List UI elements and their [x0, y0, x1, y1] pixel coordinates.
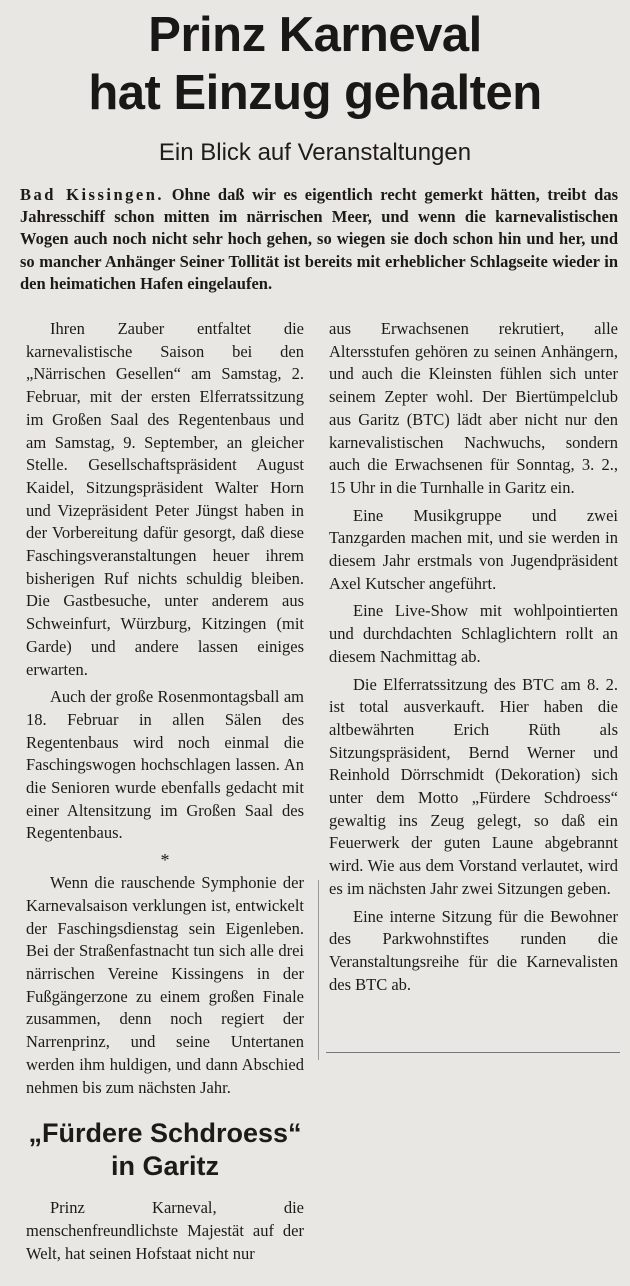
- right-paragraph-1: aus Erwachsenen rekrutiert, alle Altersstufen gehören zu seinen Anhängern, und auch die Kleinsten fühlen sich unter seinem Zepter wohl. Der Biertümpelclub aus Garitz (BTC) lädt aber nicht nur den karnevalistischen Nachwuchs, sondern auch die Erwachsenen für Sonntag, 3. 2., 15 Uhr in die Turnhalle in Garitz ein.: [329, 319, 618, 497]
- right-paragraph-3: Eine Live-Show mit wohlpointierten und durchdachten Schlaglichtern rollt an diesem Nachmittag ab.: [329, 601, 618, 666]
- section-subtitle: [26, 1117, 304, 1183]
- lead-paragraph: [20, 184, 618, 295]
- lead-text: Ohne daß wir es eigentlich recht gemerkt hätten, treibt das Jahresschiff schon mitten im närrischen Meer, und wenn die karnevalistischen Wogen auch noch nicht sehr hoch gehen, so wiegen sie doch schon hin und her, und so mancher Anhänger Seiner Tollität ist bereits mit erheblicher Schlagseite wieder in den heimatichen Hafen eingelaufen.: [20, 185, 618, 293]
- left-paragraph-1: Ihren Zauber entfaltet die karnevalistische Saison bei den „Närrischen Gesellen“ am Samstag, 2. Februar, mit der ersten Elferratssitzung im Großen Saal des Regentenbaus und am Samstag, 9. September, an gleicher Stelle. Gesellschaftspräsident August Kaidel, Sitzungspräsident Walter Horn und Vizepräsident Peter Jüngst haben in der Vorbereitung dafür gesorgt, daß diese Faschingsveranstaltungen heuer ihrem bisherigen Ruf nichts schuldig bleiben. Die Gastbesuche, unter anderem aus Schweinfurt, Würzburg, Kitzingen (mit Garde) und andere lassen einiges erwarten.: [26, 319, 304, 679]
- left-column: [26, 318, 304, 1270]
- column-end-rule: [326, 1052, 620, 1053]
- subtitle-line-1: „Fürdere Schdroess“: [28, 1118, 302, 1149]
- headline-line-2: hat Einzug gehalten: [88, 66, 542, 120]
- right-paragraph-4: Die Elferratssitzung des BTC am 8. 2. ist total ausverkauft. Hier haben die altbewährten Erich Rüth als Sitzungspräsident, Bernd Werner und Reinhold Dörrschmidt (Dekoration) sich unter dem Motto „Fürdere Schdroess“ gewaltig ins Zeug gelegt, so daß ein Feuerwerk der guten Laune abgebrannt wird. Wie aus dem Vorstand verlautet, wird es im nächsten Jahr zwei Sitzungen geben.: [329, 674, 618, 898]
- subtitle-line-2: in Garitz: [110, 1151, 219, 1182]
- right-paragraph-5: Eine interne Sitzung für die Bewohner des Parkwohnstiftes runden die Veranstaltungsreihe für die Karnevalisten des BTC ab.: [329, 906, 618, 994]
- headline: [0, 6, 630, 122]
- left-paragraph-3: Wenn die rauschende Symphonie der Karnevalsaison verklungen ist, entwickelt der Faschingsdienstag sein Eigenleben. Bei der Straßenfastnacht tun sich alle drei närrischen Vereine Kissingens in der Fußgängerzone zu einem großen Finale zusammen, denn noch regiert der Narrenprinz, und seine Untertanen werden ihm huldigen, und dann Abschied nehmen bis zum nächsten Jahr.: [26, 873, 304, 1097]
- left-paragraph-2: Auch der große Rosenmontagsball am 18. Februar in allen Sälen des Regentenbaus wird noch einmal die Faschingswogen hochschlagen lassen. An die Senioren wurde ebenfalls gedacht mit einer Altensitzung im Großen Saal des Regentenbaus.: [26, 687, 304, 843]
- subheadline: Ein Blick auf Veranstaltungen: [158, 139, 472, 166]
- section-separator: *: [160, 850, 170, 871]
- right-column: [329, 318, 618, 1001]
- left-paragraph-4: Prinz Karneval, die menschenfreundlichste Majestät auf der Welt, hat seinen Hofstaat nicht nur: [26, 1198, 304, 1263]
- dateline: Bad Kissingen.: [20, 185, 165, 204]
- column-divider: [318, 880, 319, 1060]
- headline-line-1: Prinz Karneval: [148, 8, 482, 62]
- right-paragraph-2: Eine Musikgruppe und zwei Tanzgarden machen mit, und sie werden in diesem Jahr erstmals von Jugendpräsident Axel Kutscher angeführt.: [329, 505, 618, 593]
